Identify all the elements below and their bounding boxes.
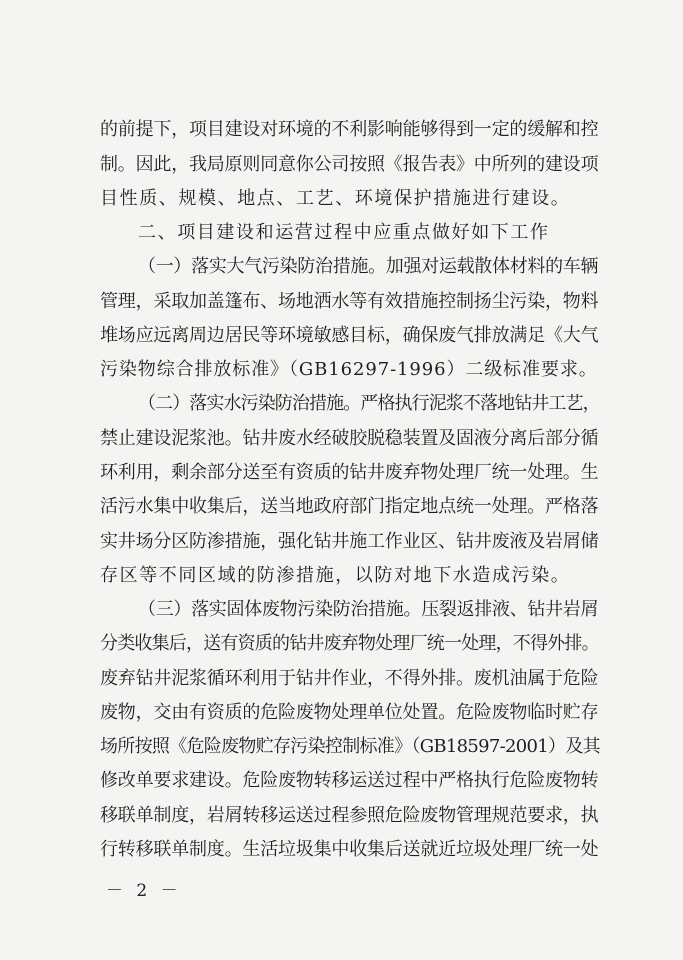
text-line-3: 目性质、规模、地点、工艺、环境保护措施进行建设。	[100, 188, 571, 209]
text-line-21: 移联单制度，岩屑转移运送过程参照危险废物管理规范要求，执	[100, 805, 599, 826]
text-line-16: 分类收集后，送有资质的钻井废弃物处理厂统一处理，不得外排。	[100, 633, 599, 654]
text-line-18: 废物，交由有资质的危险废物处理单位处置。危险废物临时贮存	[100, 702, 599, 723]
text-line-2: 制。因此，我局原则同意你公司按照《报告表》中所列的建设项	[100, 154, 599, 175]
text-line-22: 行转移联单制度。生活垃圾集中收集后送就近垃圾处理厂统一处	[100, 839, 599, 860]
text-line-15: （三）落实固体废物污染防治措施。压裂返排液、钻井岩屑	[138, 599, 599, 620]
page-number: － 2 －	[106, 881, 182, 901]
text-line-5: （一）落实大气污染防治措施。加强对运载散体材料的车辆	[138, 256, 599, 277]
text-line-17: 废弃钻井泥浆循环利用于钻井作业，不得外排。废机油属于危险	[100, 668, 599, 689]
text-line-20: 修改单要求建设。危险废物转移运送过程中严格执行危险废物转	[100, 770, 599, 791]
text-line-8: 污染物综合排放标准》（GB16297-1996）二级标准要求。	[100, 359, 598, 380]
text-line-1: 的前提下，项目建设对环境的不利影响能够得到一定的缓解和控	[100, 119, 599, 140]
text-line-6: 管理，采取加盖篷布、场地洒水等有效措施控制扬尘污染，物料	[100, 291, 599, 312]
text-line-13: 实井场分区防渗措施，强化钻井施工作业区、钻井废液及岩屑储	[100, 531, 599, 552]
text-line-10: 禁止建设泥浆池。钻井废水经破胶脱稳装置及固液分离后部分循	[100, 428, 599, 449]
text-line-19: 场所按照《危险废物贮存污染控制标准》（GB18597-2001）及其	[100, 736, 600, 757]
text-line-11: 环利用，剩余部分送至有资质的钻井废弃物处理厂统一处理。生	[100, 462, 599, 483]
text-line-9: （二）落实水污染防治措施。严格执行泥浆不落地钻井工艺，	[138, 393, 600, 414]
text-line-12: 活污水集中收集后，送当地政府部门指定地点统一处理。严格落	[100, 496, 599, 517]
section-heading-2: 二、项目建设和运营过程中应重点做好如下工作	[138, 222, 550, 243]
text-line-14: 存区等不同区域的防渗措施，以防对地下水造成污染。	[100, 565, 571, 586]
text-line-7: 堆场应远离周边居民等环境敏感目标，确保废气排放满足《大气	[100, 325, 599, 346]
